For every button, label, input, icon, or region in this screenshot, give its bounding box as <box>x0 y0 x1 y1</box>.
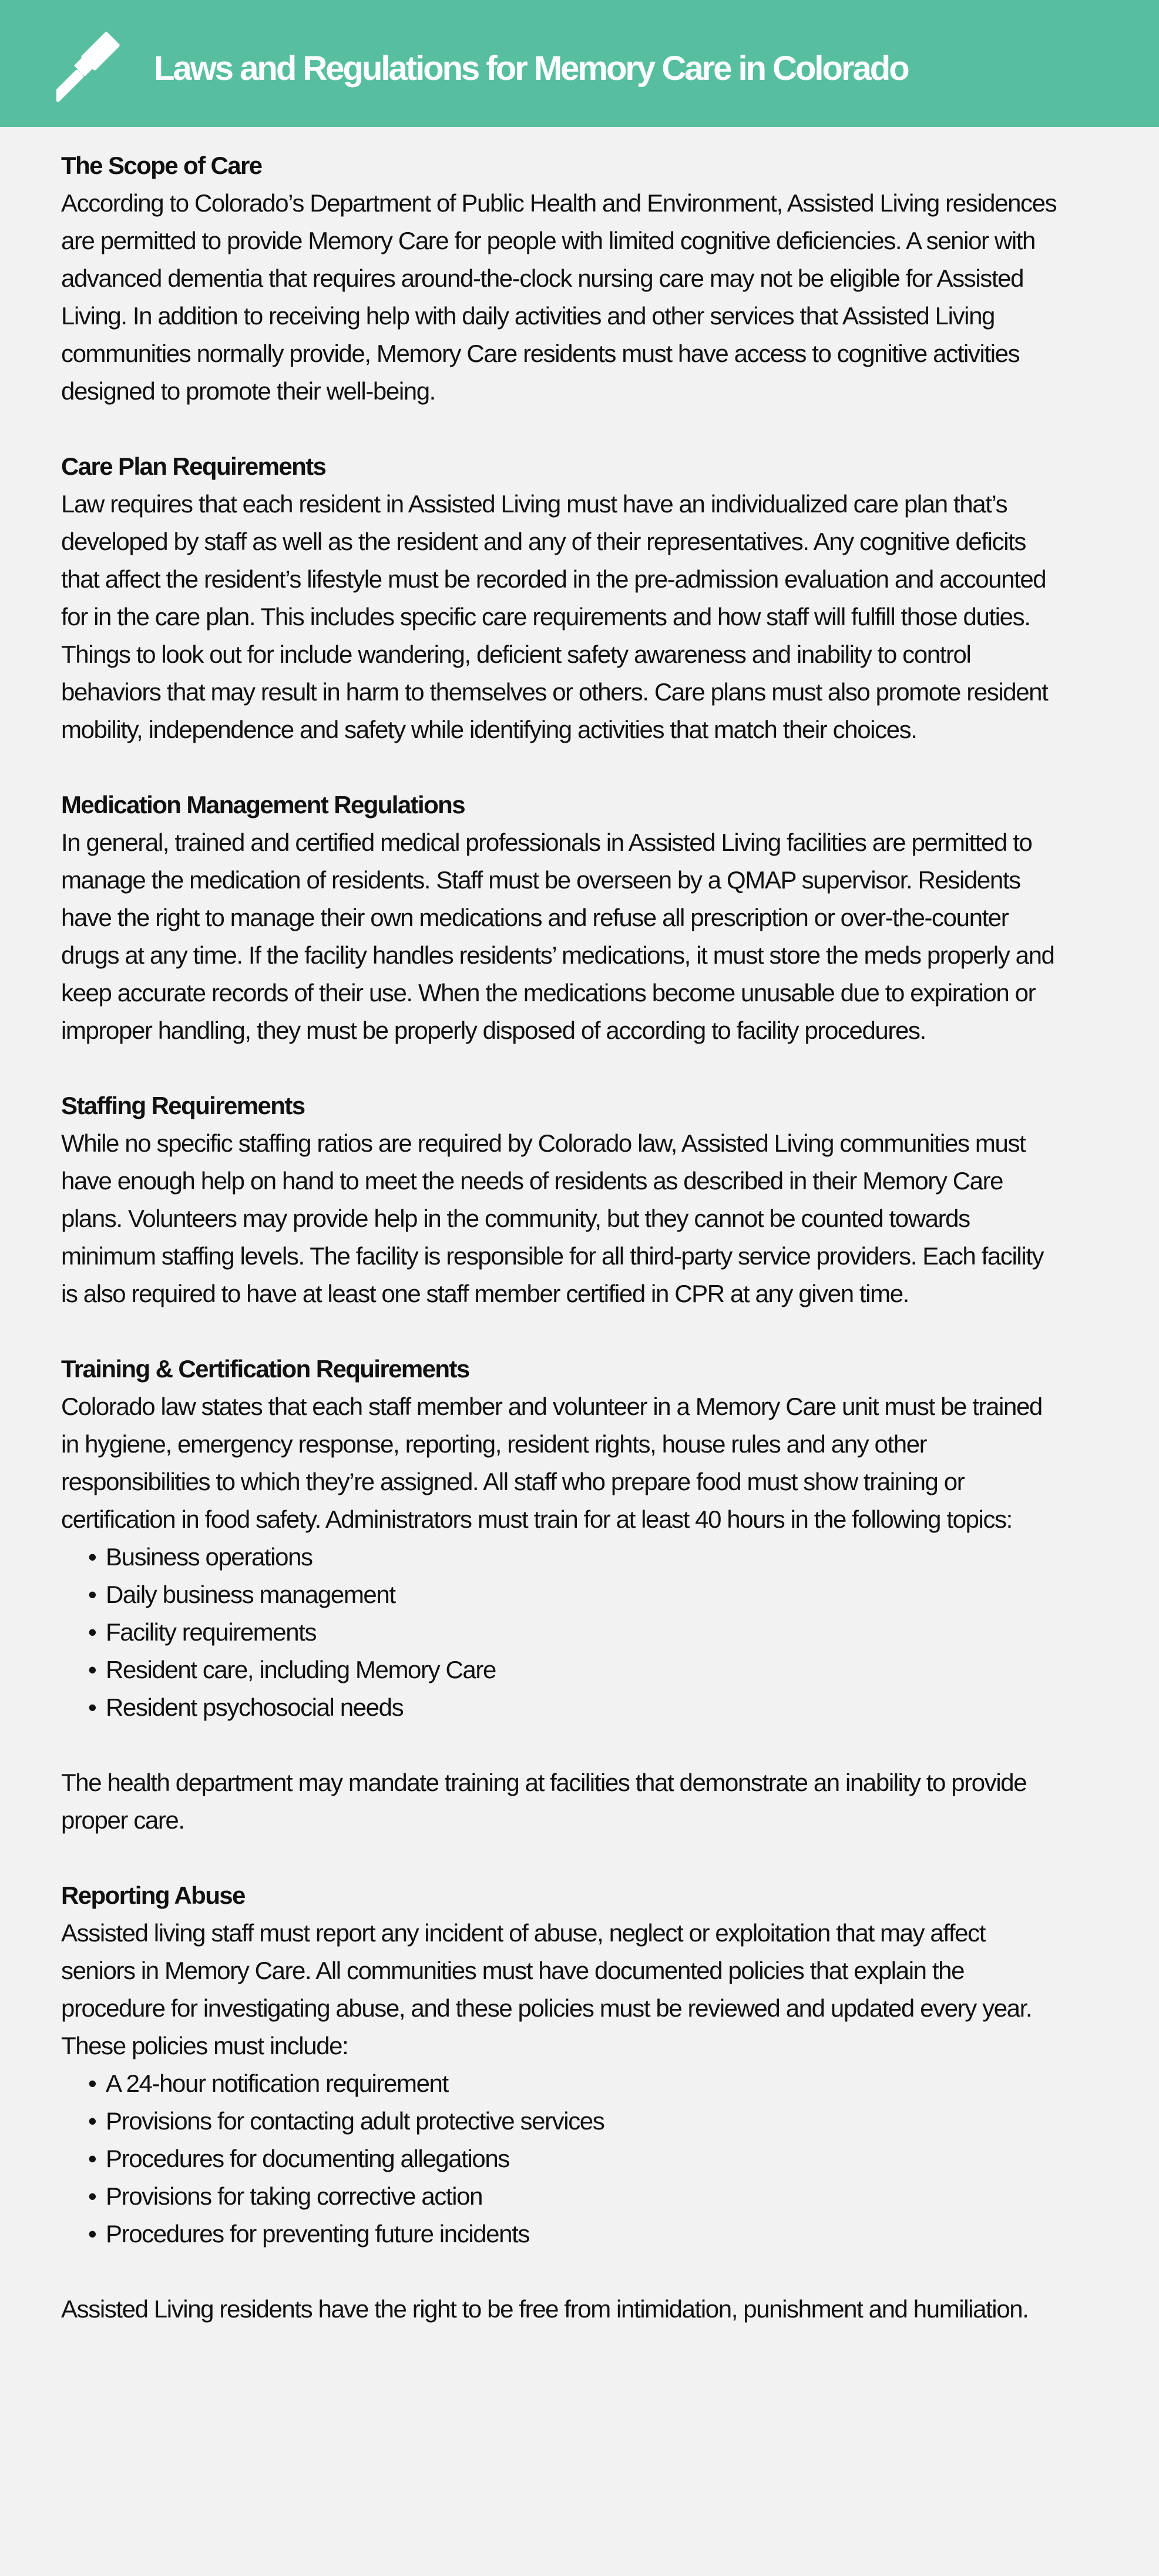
section-medication <box>61 786 1060 1049</box>
section-heading: Medication Management Regulations <box>61 791 465 819</box>
section-heading: The Scope of Care <box>61 152 262 179</box>
section-training <box>61 1350 1060 1839</box>
section-heading: Training & Certification Requirements <box>61 1355 469 1383</box>
list-item: • Business operations <box>61 1538 1060 1576</box>
section-paragraph: Assisted Living residents have the right to be free from intimidation, punishment and humiliation. <box>61 2295 1029 2323</box>
gavel-icon <box>56 31 129 105</box>
section-scope-of-care <box>61 147 1060 410</box>
section-care-plan <box>61 448 1060 749</box>
section-paragraph: In general, trained and certified medical professionals in Assisted Living facilities are permitted to manage the medication of residents. Staff must be overseen by a QMAP supervisor. Residents have the right to manage their own medications and refuse all prescription or over-the-counter drugs at any time. If the facility handles residents’ medications, it must store the meds properly and keep accurate records of their use. When the medications become unusable due to expiration or improper handling, they must be properly disposed of according to facility procedures. <box>61 829 1054 1044</box>
training-topics-list <box>61 1538 1060 1726</box>
section-reporting-abuse <box>61 1877 1060 2328</box>
list-item: • Daily business management <box>61 1576 1060 1614</box>
section-paragraph: Assisted living staff must report any incident of abuse, neglect or exploitation that may affect seniors in Memory Care. All communities must have documented policies that explain the procedure for investigating abuse, and these policies must be reviewed and updated every year. These policies must include: <box>61 1919 1032 2060</box>
section-heading: Staffing Requirements <box>61 1092 305 1119</box>
page-title: Laws and Regulations for Memory Care in Colorado <box>154 49 908 88</box>
section-paragraph: Colorado law states that each staff member and volunteer in a Memory Care unit must be trained in hygiene, emergency response, reporting, resident rights, house rules and any other responsibilities to which they’re assigned. All staff who prepare food must show training or certification in food safety. Administrators must train for at least 40 hours in the following topics: <box>61 1393 1042 1533</box>
section-paragraph: While no specific staffing ratios are required by Colorado law, Assisted Living communities must have enough help on hand to meet the needs of residents as described in their Memory Care plans. Volunteers may provide help in the community, but they cannot be counted towards minimum staffing levels. The facility is responsible for all third-party service providers. Each facility is also required to have at least one staff member certified in CPR at any given time. <box>61 1129 1044 1307</box>
list-item: • Procedures for preventing future incidents <box>61 2215 1060 2253</box>
section-heading: Care Plan Requirements <box>61 452 326 480</box>
list-item: • A 24-hour notification requirement <box>61 2065 1060 2102</box>
page-header <box>0 0 1159 127</box>
section-heading: Reporting Abuse <box>61 1881 245 1909</box>
list-item: • Provisions for contacting adult protective services <box>61 2102 1060 2140</box>
list-item: • Procedures for documenting allegations <box>61 2140 1060 2178</box>
section-paragraph: The health department may mandate training at facilities that demonstrate an inability to provide proper care. <box>61 1769 1027 1834</box>
policy-requirements-list <box>61 2065 1060 2253</box>
list-item: • Provisions for taking corrective action <box>61 2178 1060 2215</box>
list-item: • Facility requirements <box>61 1614 1060 1651</box>
list-item: • Resident care, including Memory Care <box>61 1651 1060 1689</box>
section-paragraph: According to Colorado’s Department of Public Health and Environment, Assisted Living residences are permitted to provide Memory Care for people with limited cognitive deficiencies. A senior with advanced dementia that requires around-the-clock nursing care may not be eligible for Assisted Living. In addition to receiving help with daily activities and other services that Assisted Living communities normally provide, Memory Care residents must have access to cognitive activities designed to promote their well-being. <box>61 189 1057 405</box>
article-body <box>61 147 1060 2366</box>
section-paragraph: Law requires that each resident in Assisted Living must have an individualized care plan that’s developed by staff as well as the resident and any of their representatives. Any cognitive deficits that affect the resident’s lifestyle must be recorded in the pre-admission evaluation and accounted for in the care plan. This includes specific care requirements and how staff will fulfill those duties. Things to look out for include wandering, deficient safety awareness and inability to control behaviors that may result in harm to themselves or others. Care plans must also promote resident mobility, independence and safety while identifying activities that match their choices. <box>61 490 1048 743</box>
section-staffing <box>61 1087 1060 1313</box>
list-item: • Resident psychosocial needs <box>61 1689 1060 1726</box>
